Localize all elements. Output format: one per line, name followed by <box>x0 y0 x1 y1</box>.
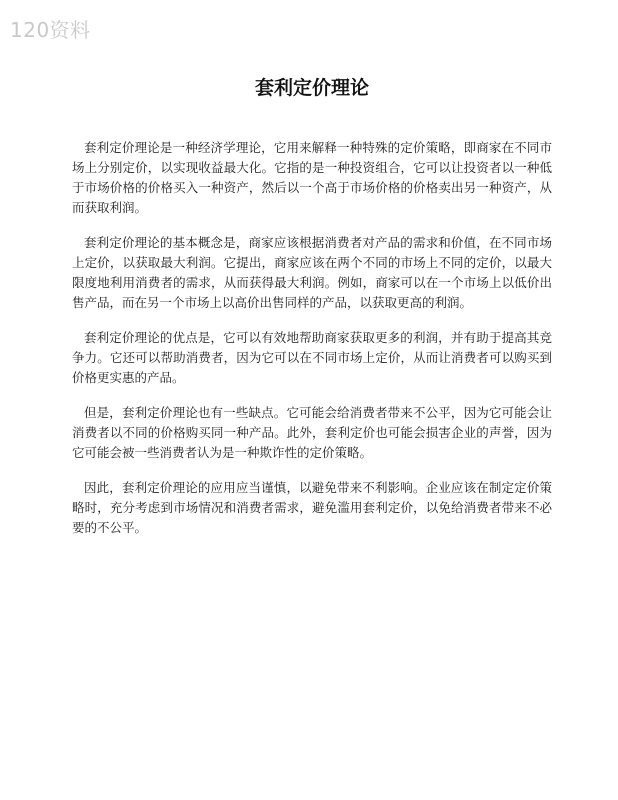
paragraph-3: 套利定价理论的优点是，它可以有效地帮助商家获取更多的利润，并有助于提高其竞争力。它还可以帮助消费者，因为它可以在不同市场上定价，从而让消费者可以购买到价格更实惠的产品。 <box>72 330 552 385</box>
paragraph-5: 因此，套利定价理论的应用应当谨慎，以避免带来不利影响。企业应该在制定定价策略时，充分考虑到市场情况和消费者需求，避免滥用套利定价，以免给消费者带来不必要的不公平。 <box>72 480 552 535</box>
paragraph-2: 套利定价理论的基本概念是，商家应该根据消费者对产品的需求和价值，在不同市场上定价，以获取最大利润。它提出，商家应该在两个不同的市场上不同的定价，以最大限度地利用消费者的需求，从而获得最大利润。例如，商家可以在一个市场上以低价出售产品，而在另一个市场上以高价出售同样的产品，以获取更高的利润。 <box>72 235 552 310</box>
paragraph-1: 套利定价理论是一种经济学理论，它用来解释一种特殊的定价策略，即商家在不同市场上分别定价，以实现收益最大化。它指的是一种投资组合，它可以让投资者以一种低于市场价格的价格买入一种资产，然后以一个高于市场价格的价格卖出另一种资产，从而获取利润。 <box>72 140 552 215</box>
document-page <box>72 74 552 553</box>
document-title: 套利定价理论 <box>254 77 369 99</box>
watermark: 120资料 <box>10 18 91 42</box>
paragraph-4: 但是，套利定价理论也有一些缺点。它可能会给消费者带来不公平，因为它可能会让消费者以不同的价格购买同一种产品。此外，套利定价也可能会损害企业的声誉，因为它可能会被一些消费者认为是一种欺诈性的定价策略。 <box>72 405 552 460</box>
